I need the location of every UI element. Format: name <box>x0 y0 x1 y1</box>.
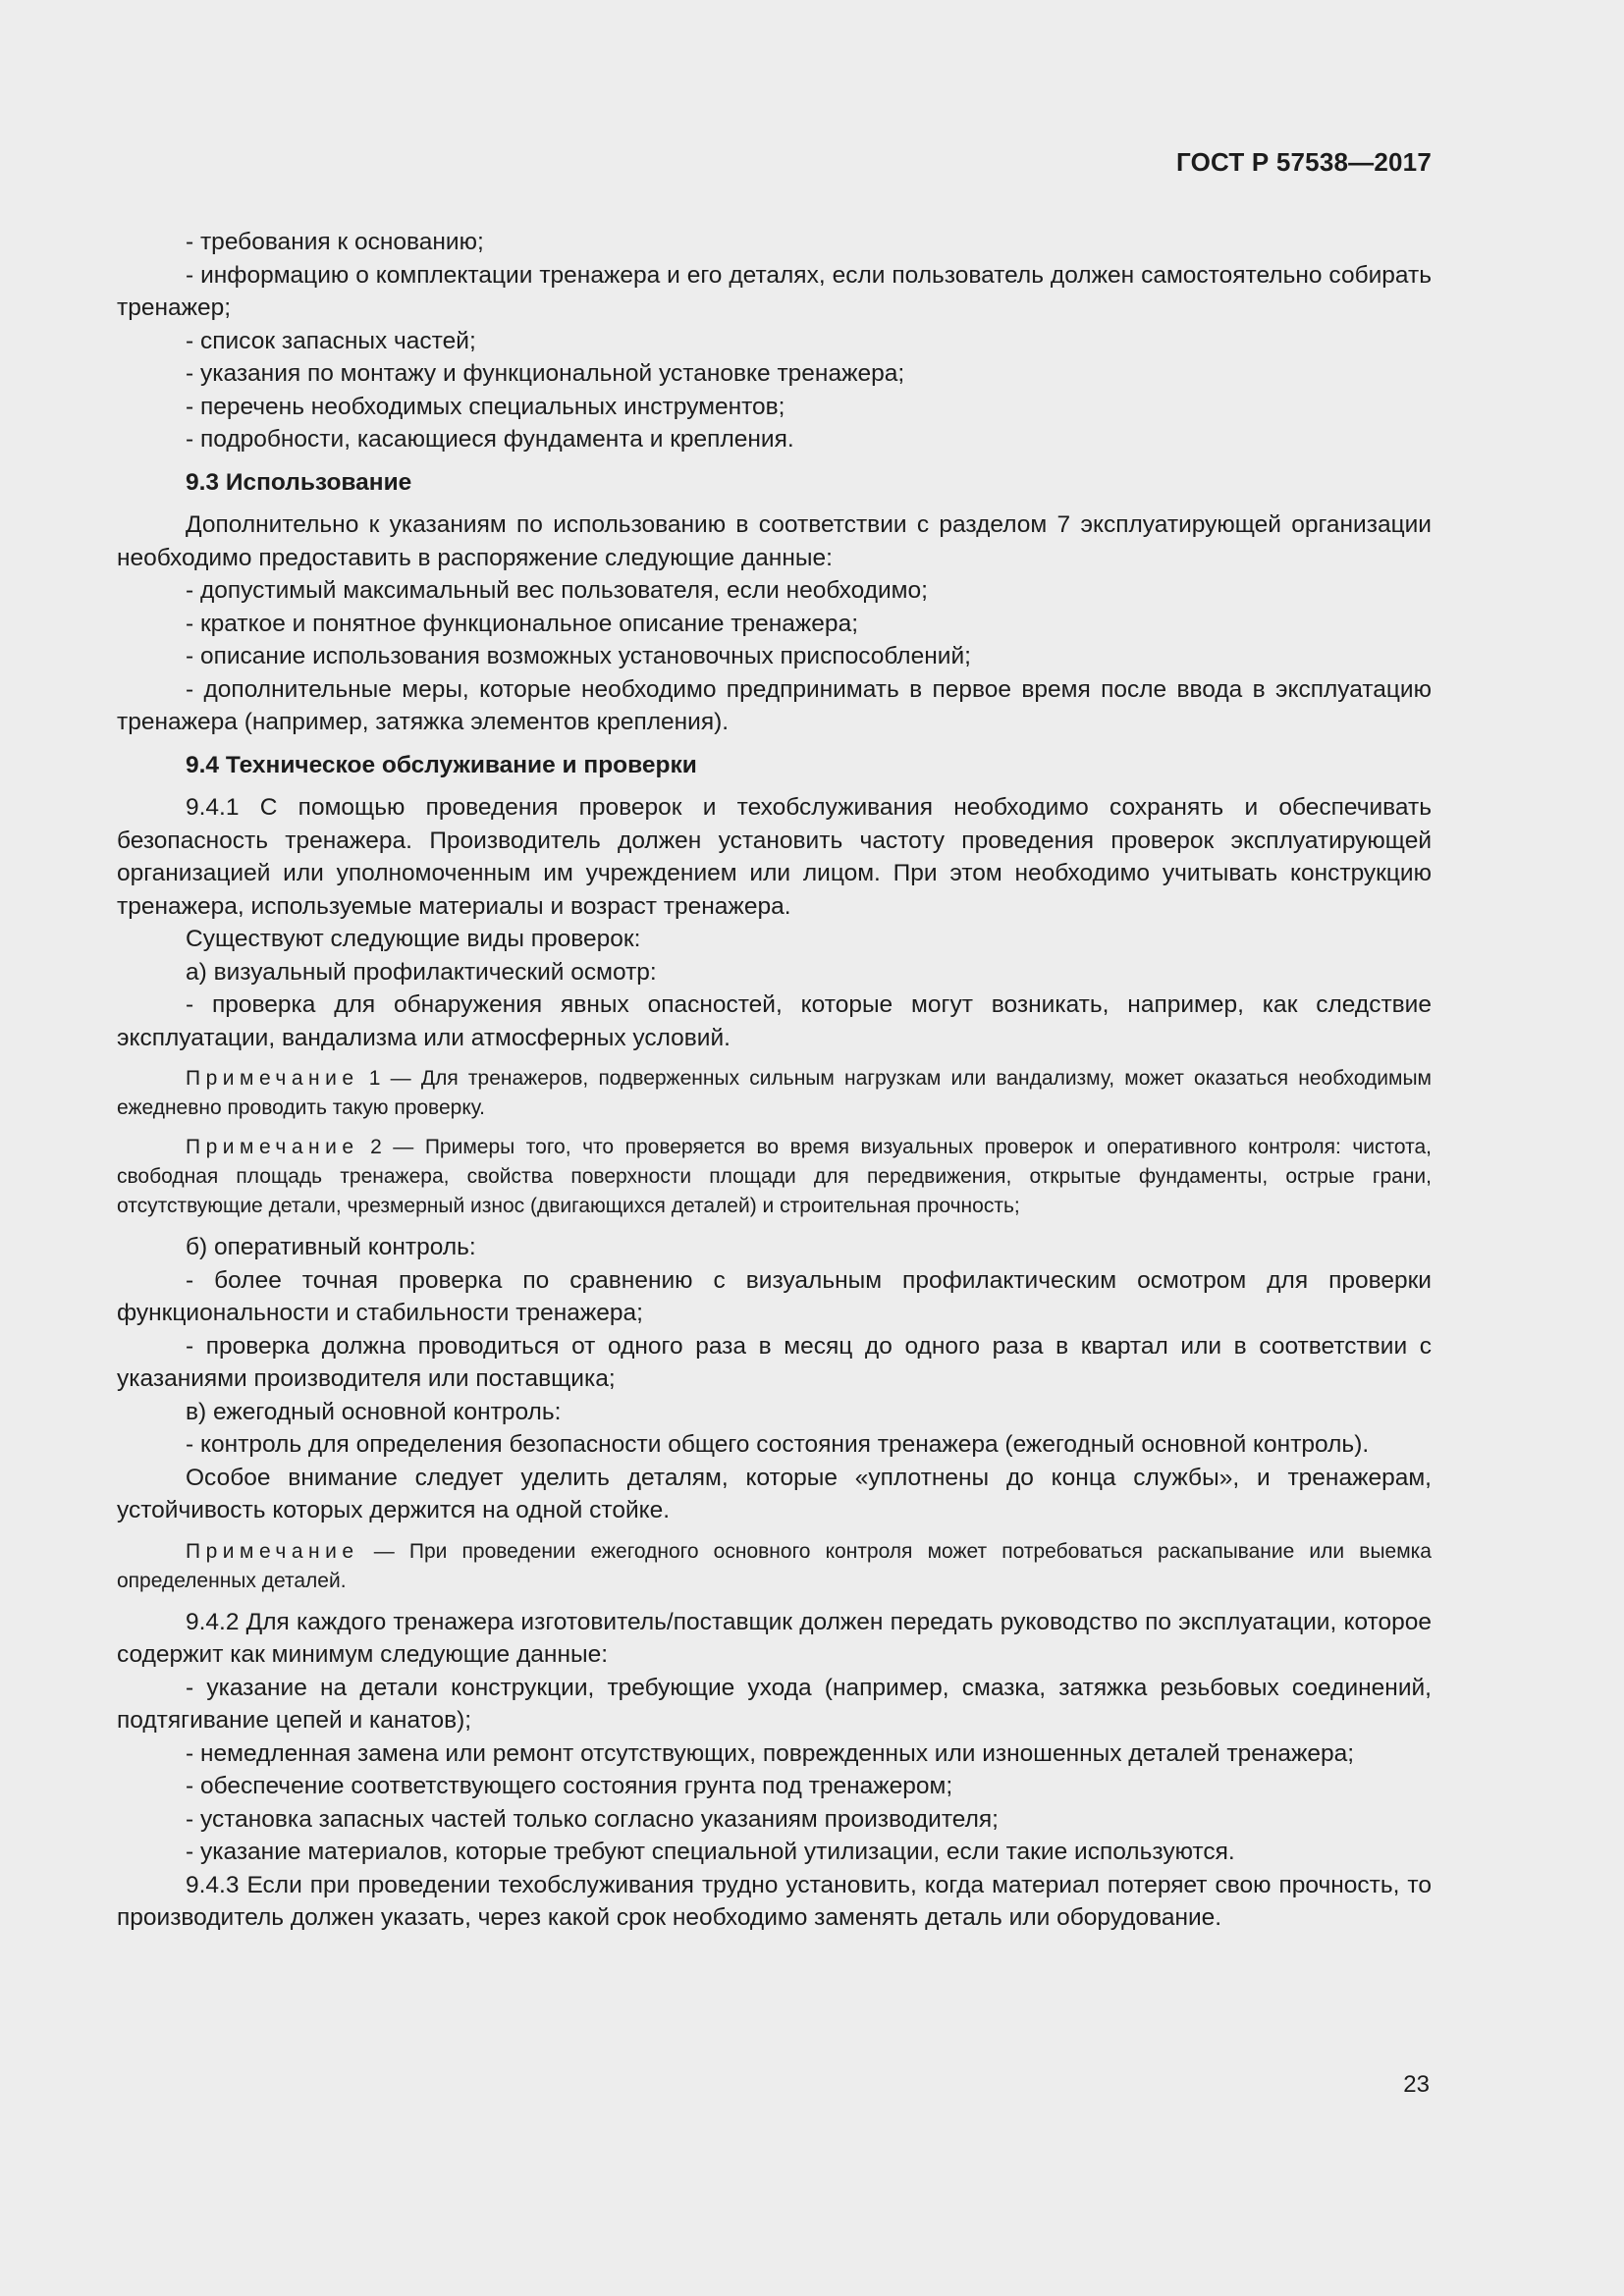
list-item: - подробности, касающиеся фундамента и крепления. <box>186 426 794 453</box>
paragraph-9-4-2: 9.4.2 Для каждого тренажера изготовитель/поставщик должен передать руководство по эксплуатации, которое содержит как минимум следующие данные: <box>117 1608 1432 1668</box>
note-text: 1 — Для тренажеров, подверженных сильным нагрузкам или вандализму, может оказаться необходимым ежедневно проводить такую проверку. <box>117 1067 1432 1119</box>
list-item: - информацию о комплектации тренажера и его деталях, если пользователь должен самостоятельно собирать тренажер; <box>117 261 1432 321</box>
list-item: - требования к основанию; <box>186 229 484 255</box>
note-text: 2 — Примеры того, что проверяется во время визуальных проверок и оперативного контроля: чистота, свободная площадь тренажера, свойства поверхности площади для передвижения, открытые фундаменты, острые грани, отсутствующие детали, чрезмерный износ (двигающихся деталей) и строительная прочность; <box>117 1136 1432 1217</box>
list-item: - установка запасных частей только согласно указаниям производителя; <box>186 1805 999 1833</box>
list-item: - проверка для обнаружения явных опасностей, которые могут возникать, например, как следствие эксплуатации, вандализма или атмосферных условий. <box>117 991 1432 1051</box>
list-item: - перечень необходимых специальных инструментов; <box>186 393 785 420</box>
note-1 <box>117 1064 1432 1123</box>
section-heading-9-3: 9.3 Использование <box>186 468 412 496</box>
note-label: Примечание <box>186 1539 359 1563</box>
list-item: - список запасных частей; <box>186 327 476 354</box>
page-number: 23 <box>1403 2071 1430 2098</box>
note-text: — При проведении ежегодного основного контроля может потребоваться раскапывание или выемка определенных деталей. <box>117 1539 1432 1592</box>
note-label: Примечание <box>186 1136 359 1158</box>
document-code-header: ГОСТ Р 57538—2017 <box>1176 147 1432 177</box>
list-item: - указания по монтажу и функциональной установке тренажера; <box>186 360 905 387</box>
list-item: - проверка должна проводиться от одного раза в месяц до одного раза в квартал или в соответствии с указаниями производителя или поставщика; <box>117 1332 1432 1392</box>
note-3 <box>117 1537 1432 1596</box>
page-content <box>117 226 1432 1935</box>
paragraph: Дополнительно к указаниям по использованию в соответствии с разделом 7 эксплуатирующей организации необходимо предоставить в распоряжение следующие данные: <box>117 511 1432 571</box>
list-heading-b: б) оперативный контроль: <box>186 1234 476 1260</box>
list-item: - немедленная замена или ремонт отсутствующих, поврежденных или изношенных деталей тренажера; <box>186 1739 1355 1767</box>
section-heading-9-4: 9.4 Техническое обслуживание и проверки <box>186 751 697 778</box>
list-item: - указание материалов, которые требуют специальной утилизации, если такие используются. <box>186 1839 1235 1865</box>
list-item: - указание на детали конструкции, требующие ухода (например, смазка, затяжка резьбовых соединений, подтягивание цепей и канатов); <box>117 1674 1432 1734</box>
list-item: - краткое и понятное функциональное описание тренажера; <box>186 610 858 637</box>
paragraph: Существуют следующие виды проверок: <box>186 926 641 952</box>
list-heading-a: а) визуальный профилактический осмотр: <box>186 958 657 986</box>
note-label: Примечание <box>186 1067 359 1090</box>
note-2 <box>117 1133 1432 1221</box>
paragraph: Особое внимание следует уделить деталям, которые «уплотнены до конца службы», и тренажерам, устойчивость которых держится на одной стойке. <box>117 1464 1432 1523</box>
paragraph-9-4-3: 9.4.3 Если при проведении техобслуживания трудно установить, когда материал потеряет свою прочность, то производитель должен указать, через какой срок необходимо заменять деталь или оборудование. <box>117 1871 1432 1931</box>
list-item: - допустимый максимальный вес пользователя, если необходимо; <box>186 577 928 604</box>
paragraph-9-4-1: 9.4.1 С помощью проведения проверок и техобслуживания необходимо сохранять и обеспечивать безопасность тренажера. Производитель должен установить частоту проведения проверок эксплуатирующей организацией или уполномоченным им учреждением или лицом. При этом необходимо учитывать конструкцию тренажера, используемые материалы и возраст тренажера. <box>117 794 1432 920</box>
list-item: - описание использования возможных установочных приспособлений; <box>186 643 971 669</box>
list-item: - контроль для определения безопасности общего состояния тренажера (ежегодный основной контроль). <box>186 1431 1370 1458</box>
list-heading-c: в) ежегодный основной контроль: <box>186 1398 562 1425</box>
list-item: - дополнительные меры, которые необходимо предпринимать в первое время после ввода в эксплуатацию тренажера (например, затяжка элементов крепления). <box>117 675 1432 735</box>
list-item: - более точная проверка по сравнению с визуальным профилактическим осмотром для проверки функциональности и стабильности тренажера; <box>117 1266 1432 1326</box>
list-item: - обеспечение соответствующего состояния грунта под тренажером; <box>186 1773 953 1799</box>
